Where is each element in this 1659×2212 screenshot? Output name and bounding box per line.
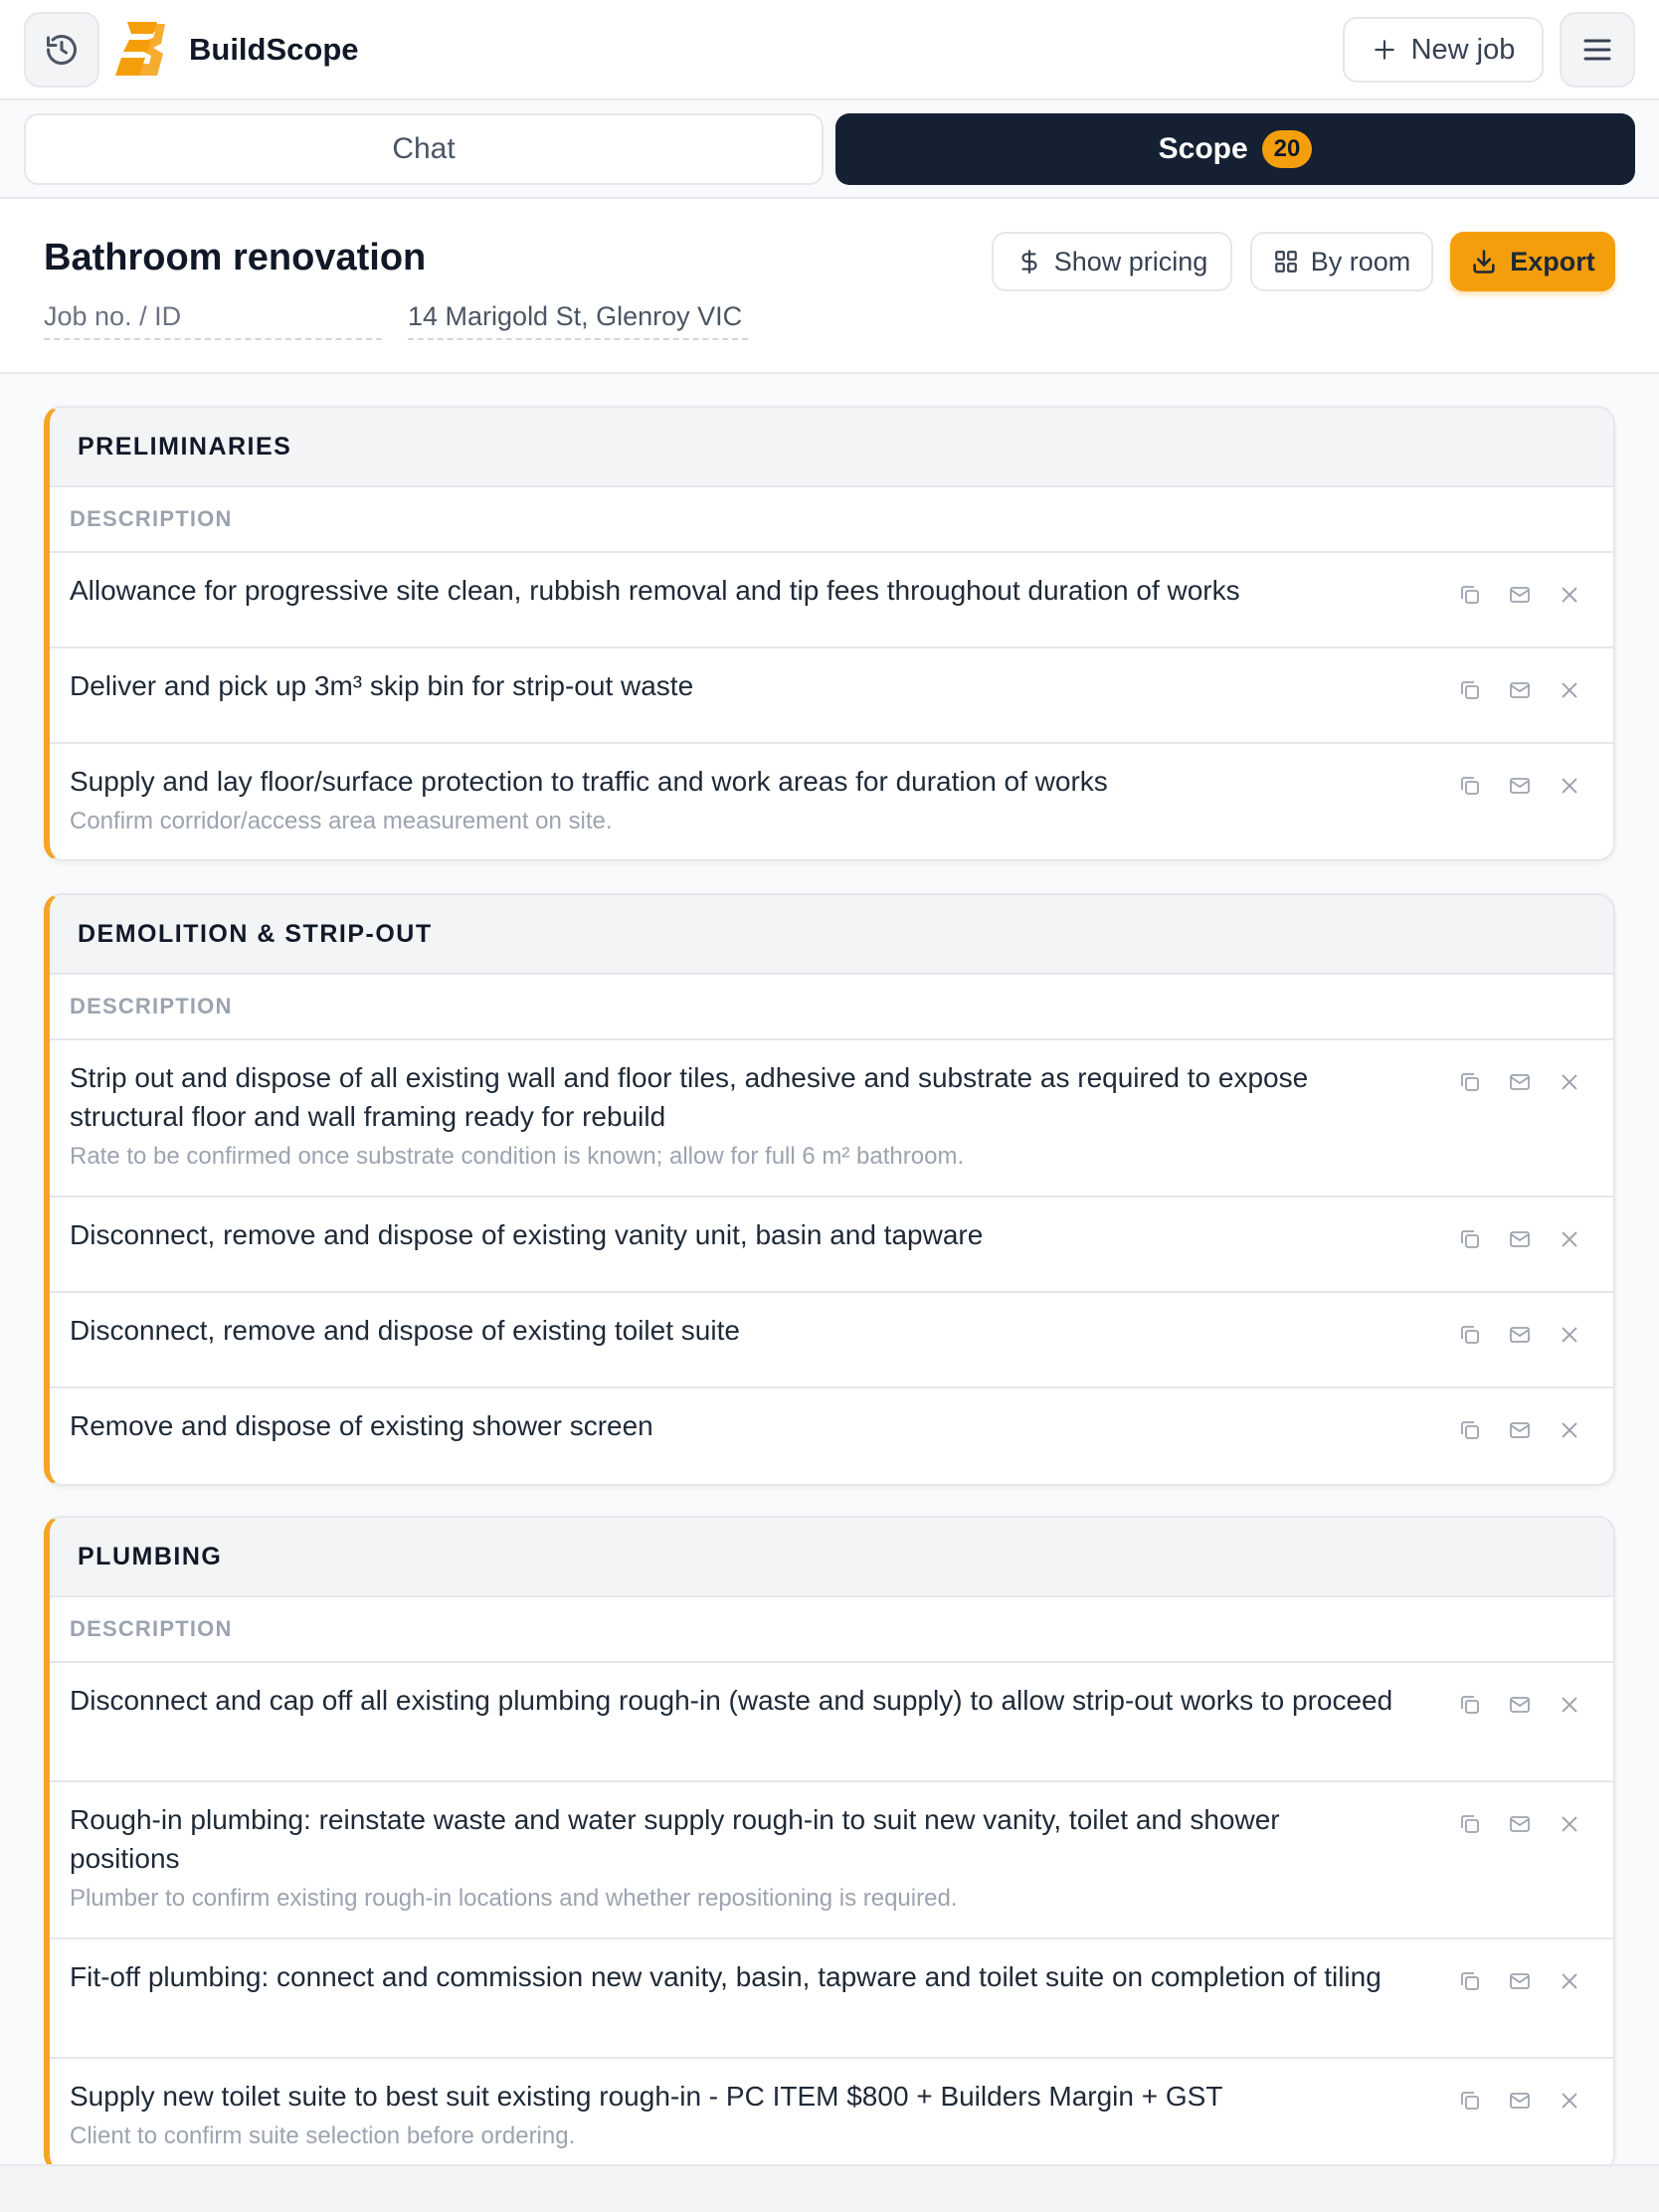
section-preliminaries [44,406,1615,861]
scope-count-badge: 20 [1262,130,1313,168]
scope-item-row[interactable] [50,2059,1613,2172]
copy-icon[interactable] [1456,1321,1484,1349]
mail-icon[interactable] [1506,1225,1534,1253]
mail-icon[interactable] [1506,581,1534,609]
tab-scope-label: Scope [1158,132,1248,165]
scope-item-row[interactable] [50,648,1613,744]
row-actions [1456,772,1583,800]
close-icon[interactable] [1556,1068,1583,1096]
close-icon[interactable] [1556,581,1583,609]
scope-item-note: Confirm corridor/access area measurement on site. [70,808,613,834]
scope-item-row[interactable] [50,1939,1613,2059]
row-actions [1456,1225,1583,1253]
plus-icon [1372,37,1397,63]
job-title[interactable]: Bathroom renovation [44,237,427,278]
scope-item-row[interactable] [50,1293,1613,1388]
section-title: DEMOLITION & STRIP-OUT [50,895,1613,975]
close-icon[interactable] [1556,1691,1583,1719]
history-button[interactable] [24,12,99,88]
show-pricing-button[interactable] [992,232,1232,291]
mail-icon[interactable] [1506,1691,1534,1719]
row-actions [1456,1068,1583,1096]
bottom-bar [0,2164,1659,2212]
brand-name: BuildScope [189,32,359,67]
close-icon[interactable] [1556,2087,1583,2115]
row-actions [1456,1967,1583,1995]
row-actions [1456,1416,1583,1444]
row-actions [1456,1810,1583,1838]
section-plumbing [44,1516,1615,2172]
mail-icon[interactable] [1506,2087,1534,2115]
tab-chat-label: Chat [392,132,456,165]
close-icon[interactable] [1556,1967,1583,1995]
mail-icon[interactable] [1506,676,1534,704]
scope-item-text[interactable]: Allowance for progressive site clean, rubbish removal and tip fees throughout duration of works [70,575,1240,606]
tab-bar [0,100,1659,199]
mail-icon[interactable] [1506,1321,1534,1349]
by-room-label: By room [1310,246,1411,276]
scope-item-text[interactable]: Deliver and pick up 3m³ skip bin for strip-out waste [70,670,694,701]
scope-item-text[interactable]: Rough-in plumbing: reinstate waste and water supply rough-in to suit new vanity, toilet and shower positions [70,1804,1280,1874]
copy-icon[interactable] [1456,2087,1484,2115]
scope-item-note: Plumber to confirm existing rough-in locations and whether repositioning is required. [70,1885,958,1912]
column-header-description: DESCRIPTION [50,487,1613,553]
scope-item-text[interactable]: Disconnect and cap off all existing plumbing rough-in (waste and supply) to allow strip-out works to proceed [70,1685,1393,1716]
copy-icon[interactable] [1456,1416,1484,1444]
show-pricing-label: Show pricing [1053,246,1208,276]
copy-icon[interactable] [1456,772,1484,800]
mail-icon[interactable] [1506,1810,1534,1838]
copy-icon[interactable] [1456,1225,1484,1253]
mail-icon[interactable] [1506,1967,1534,1995]
copy-icon[interactable] [1456,1691,1484,1719]
copy-icon[interactable] [1456,676,1484,704]
dollar-icon [1016,247,1042,276]
menu-button[interactable] [1560,12,1635,88]
scope-item-text[interactable]: Strip out and dispose of all existing wall and floor tiles, adhesive and substrate as required to expose structural floor and wall framing ready for rebuild [70,1062,1309,1132]
section-title: PRELIMINARIES [50,408,1613,487]
hamburger-menu-icon [1579,32,1615,68]
job-header [0,199,1659,374]
row-actions [1456,676,1583,704]
scope-item-text[interactable]: Fit-off plumbing: connect and commission new vanity, basin, tapware and toilet suite on completion of tiling [70,1961,1382,1992]
brand-logo-icon [113,20,169,78]
close-icon[interactable] [1556,772,1583,800]
scope-item-note: Rate to be confirmed once substrate condition is known; allow for full 6 m² bathroom. [70,1143,965,1170]
row-actions [1456,1691,1583,1719]
by-room-button[interactable] [1250,232,1433,291]
scope-item-note: Client to confirm suite selection before ordering. [70,2122,576,2149]
scope-item-text[interactable]: Disconnect, remove and dispose of existing vanity unit, basin and tapware [70,1219,984,1250]
scope-item-text[interactable]: Disconnect, remove and dispose of existing toilet suite [70,1315,740,1346]
close-icon[interactable] [1556,1416,1583,1444]
download-icon [1470,248,1498,276]
new-job-button[interactable] [1343,17,1544,83]
scope-item-row[interactable] [50,1782,1613,1939]
mail-icon[interactable] [1506,772,1534,800]
column-header-description: DESCRIPTION [50,1597,1613,1663]
column-header-description: DESCRIPTION [50,975,1613,1040]
new-job-label: New job [1410,33,1516,66]
tab-chat[interactable] [24,113,824,185]
export-button[interactable] [1450,232,1615,291]
top-bar [0,0,1659,100]
history-icon [44,32,80,68]
export-label: Export [1510,246,1595,276]
tab-scope[interactable] [835,113,1635,185]
scope-content[interactable] [0,374,1659,2164]
section-demolition-strip-out [44,893,1615,1486]
scope-item-row[interactable] [50,744,1613,859]
scope-item-row[interactable] [50,1040,1613,1198]
job-address-field[interactable]: 14 Marigold St, Glenroy VIC [408,298,748,340]
mail-icon[interactable] [1506,1416,1534,1444]
close-icon[interactable] [1556,676,1583,704]
section-title: PLUMBING [50,1518,1613,1597]
scope-item-row[interactable] [50,553,1613,648]
scope-item-text[interactable]: Supply new toilet suite to best suit existing rough-in - PC ITEM $800 + Builders Margin + GST [70,2081,1223,2112]
scope-item-row[interactable] [50,1388,1613,1484]
grid-icon [1273,249,1299,275]
copy-icon[interactable] [1456,1810,1484,1838]
close-icon[interactable] [1556,1321,1583,1349]
close-icon[interactable] [1556,1810,1583,1838]
close-icon[interactable] [1556,1225,1583,1253]
copy-icon[interactable] [1456,1967,1484,1995]
scope-item-row[interactable] [50,1663,1613,1782]
scope-item-text[interactable]: Supply and lay floor/surface protection to traffic and work areas for duration of works [70,766,1108,797]
mail-icon[interactable] [1506,1068,1534,1096]
scope-item-text[interactable]: Remove and dispose of existing shower screen [70,1410,653,1441]
copy-icon[interactable] [1456,1068,1484,1096]
row-actions [1456,581,1583,609]
row-actions [1456,1321,1583,1349]
scope-item-row[interactable] [50,1198,1613,1293]
copy-icon[interactable] [1456,581,1484,609]
job-id-field[interactable]: Job no. / ID [44,298,382,340]
row-actions [1456,2087,1583,2115]
